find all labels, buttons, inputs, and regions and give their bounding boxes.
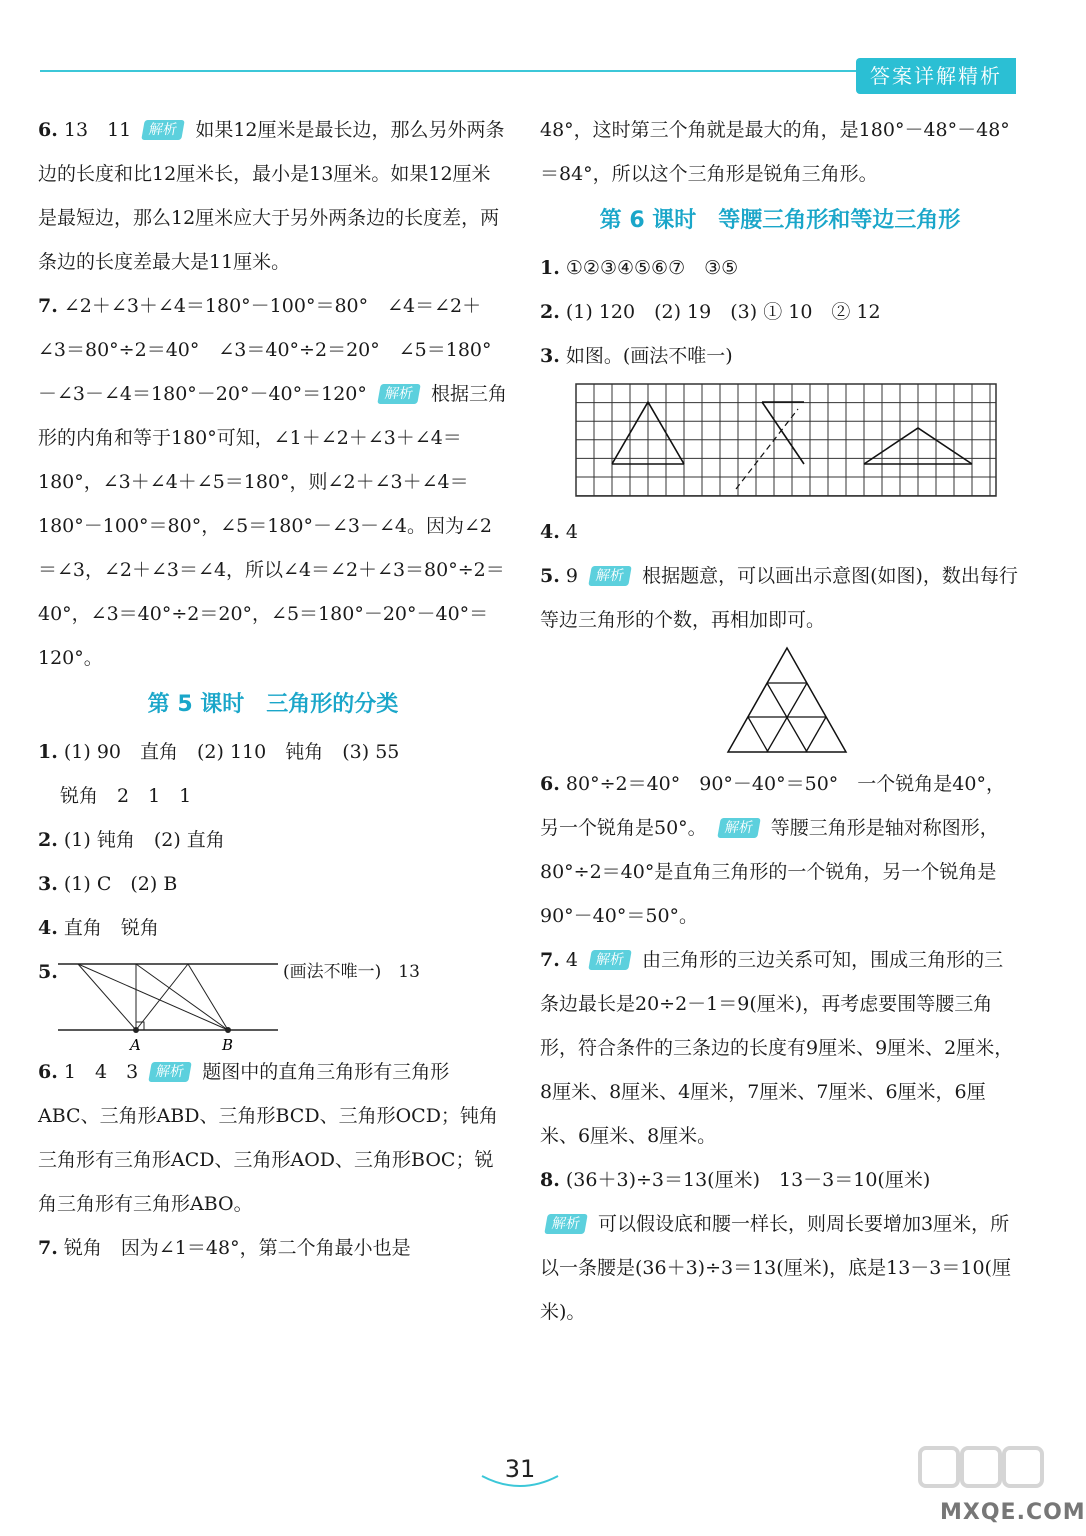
watermark-text: MXQE.COM (940, 1500, 1086, 1525)
s6-answer-5: 5. 9 解析 根据题意，可以画出示意图(如图)，数出每行等边三角形的个数，再相加即可。 (540, 565, 1018, 631)
triangle-count-figure (722, 644, 852, 756)
s5-answer-5: 5. A B (画法不唯一) 13 (38, 961, 420, 1054)
parallel-lines-figure (58, 960, 288, 1056)
s5-answer-6: 6. 1 4 3 解析 题图中的直角三角形有三角形ABC、三角形ABD、三角形BCD、三角形OCD；钝角三角形有三角形ACD、三角形AOD、三角形BOC；锐角三角形有三角形ABO。 (38, 1061, 498, 1215)
answer-6: 6. 13 11 解析 如果12厘米是最长边，那么另外两条边的长度和比12厘米长，最小是13厘米。如果12厘米是最短边，那么12厘米应大于另外两条边的长度差，两条边的长度差最大是11厘米。 (38, 119, 505, 273)
section-title-5: 第 5 课时 三角形的分类 (147, 692, 399, 717)
page-number-arc (478, 1472, 562, 1492)
header-badge: 答案详解精析 (856, 58, 1016, 94)
point-label-a: A (130, 1036, 141, 1054)
analysis-tag: 解析 (588, 566, 632, 586)
s6-answer-2: 2. (1) 120 (2) 19 (3) ① 10 ② 12 (540, 301, 881, 323)
header-rule (40, 70, 870, 72)
section-title-6: 第 6 课时 等腰三角形和等边三角形 (599, 208, 961, 233)
s5-answer-3: 3. (1) C (2) B (38, 873, 178, 895)
s6-answer-1: 1. ①②③④⑤⑥⑦ ③⑤ (540, 257, 739, 279)
analysis-tag: 解析 (717, 818, 761, 838)
s5-answer-2: 2. (1) 钝角 (2) 直角 (38, 829, 225, 851)
analysis-tag: 解析 (588, 950, 632, 970)
s5-answer-1: 1. (1) 90 直角 (2) 110 钝角 (3) 55 锐角 2 1 1 (38, 741, 400, 807)
s5-answer-7: 7. 锐角 因为∠1＝48°，第二个角最小也是 (38, 1237, 411, 1259)
s6-answer-8: 8. (36＋3)÷3＝13(厘米) 13－3＝10(厘米) 解析 可以假设底和腰一样长，则周长要增加3厘米，所以一条腰是(36＋3)÷3＝13(厘米)，底是13－3＝10(厘米)。 (540, 1169, 1011, 1323)
point-label-b: B (222, 1036, 234, 1054)
s6-answer-7: 7. 4 解析 由三角形的三边关系可知，围成三角形的三条边最长是20÷2－1＝9(厘米)，再考虑要围等腰三角形，符合条件的三条边的长度有9厘米、9厘米、2厘米，8厘米、8厘米、4厘米，7厘米、7厘米、6厘米，6厘米、6厘米、8厘米。 (540, 949, 1014, 1147)
analysis-tag: 解析 (142, 120, 186, 140)
analysis-tag: 解析 (148, 1062, 192, 1082)
right-column (540, 108, 1020, 1334)
left-column (38, 108, 508, 1270)
s6-answer-4: 4. 4 (540, 521, 578, 543)
page-number: 31 (504, 1455, 536, 1483)
answer-7-continued: 48°，这时第三个角就是最大的角，是180°－48°－48°＝84°，所以这个三角形是锐角三角形。 (540, 119, 1010, 185)
s5-answer-4: 4. 直角 锐角 (38, 917, 159, 939)
answer-7: 7. ∠2＋∠3＋∠4＝180°－100°＝80° ∠4＝∠2＋∠3＝80°÷2＝40° ∠3＝40°÷2＝20° ∠5＝180°－∠3－∠4＝180°－20°－40°＝120° 解析 根据三角形的内角和等于180°可知，∠1＋∠2＋∠3＋∠4＝180°，∠3＋∠4＋∠5＝180°，则∠2＋∠3＋∠4＝180°－100°＝80°，∠5＝180°－∠3－∠4。因为∠2＝∠3，∠2＋∠3＝∠4，所以∠4＝∠2＋∠3＝80°÷2＝40°，∠3＝40°÷2＝20°，∠5＝180°－20°－40°＝120°。 (38, 295, 508, 669)
s6-answer-3: 3. 如图。(画法不唯一) (540, 345, 733, 367)
analysis-tag: 解析 (377, 384, 421, 404)
grid-figure (576, 384, 1006, 504)
analysis-tag: 解析 (544, 1214, 588, 1234)
s6-answer-6: 6. 80°÷2＝40° 90°－40°＝50° 一个锐角是40°，另一个锐角是50°。 解析 等腰三角形是轴对称图形，80°÷2＝40°是直角三角形的一个锐角，另一个锐角是90°－40°＝50°。 (540, 773, 1005, 927)
